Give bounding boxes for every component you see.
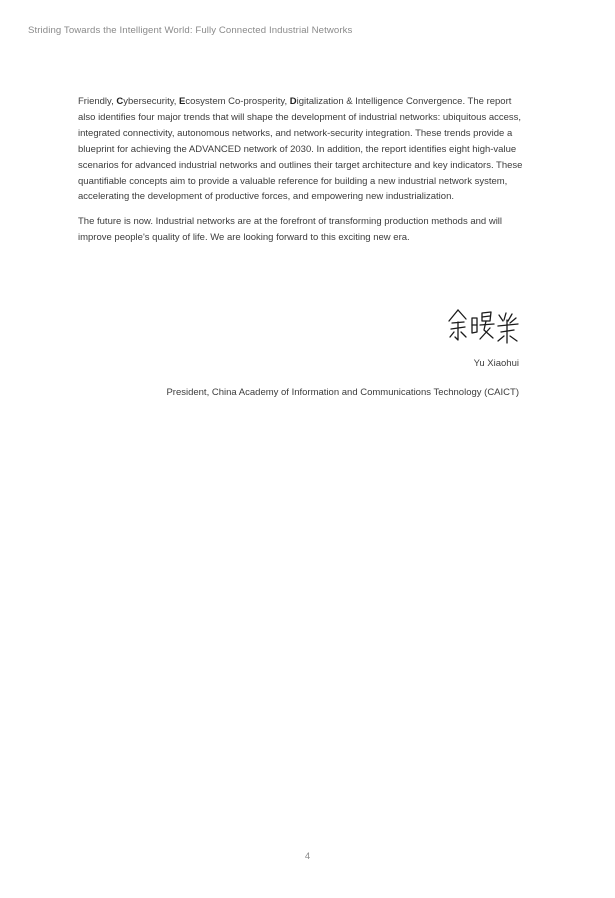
signatory-name: Yu Xiaohui [473, 358, 519, 369]
paragraph-2: The future is now. Industrial networks are at the forefront of transforming production methods and will improve people's quality of life. We are looking forward to this exciting new era. [78, 216, 503, 244]
page-number: 4 [304, 851, 311, 862]
signatory-title: President, China Academy of Information and Communications Technology (CAICT) [166, 387, 519, 398]
bold-letter-e: E [179, 96, 186, 107]
paragraph-1-seg1: Friendly, [78, 96, 117, 107]
handwritten-signature [446, 306, 522, 346]
paragraph-1-seg2: ybersecurity, [123, 96, 180, 107]
running-header: Striding Towards the Intelligent World: Fully Connected Industrial Networks [28, 25, 353, 36]
paragraph-1-seg4: igitalization & Intelligence Convergence. The report also identifies four major trends that will shape the development of industrial networks: ubiquitous access, integrated connectivity, autonomous networks, and network-security integration. These trends provide a blueprint for achieving the ADVANCED network of 2030. In addition, the report identifies eight high-value scenarios for advanced industrial networks and outlines their target architecture and key indicators. These quantifiable concepts aim to provide a valuable reference for building a new industrial network system, accelerating the development of productive forces, and empowering new industrialization. [78, 96, 523, 203]
bold-letter-c: C [116, 96, 124, 107]
paragraph-1-seg3: cosystem Co-prosperity, [185, 96, 290, 107]
paragraph-1 [78, 94, 524, 205]
bold-letter-d: D [289, 96, 297, 107]
body-text [78, 94, 524, 255]
